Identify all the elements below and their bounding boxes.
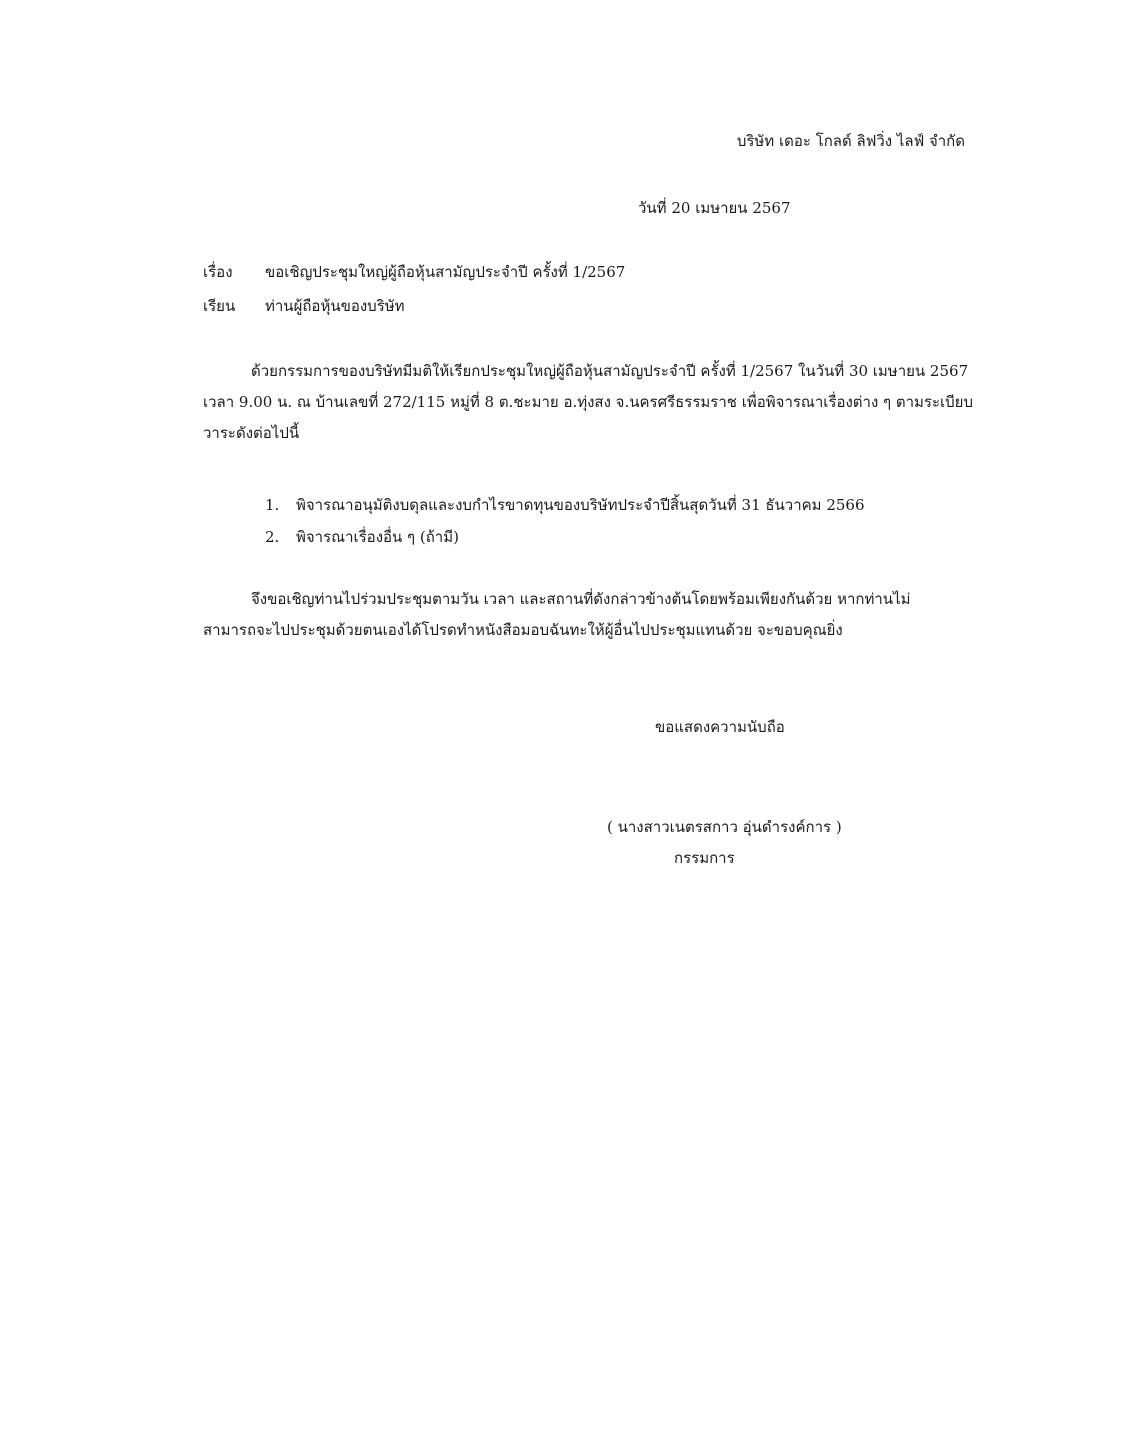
paragraph-line — [203, 356, 967, 387]
paragraph-line — [203, 387, 973, 418]
agenda-item — [265, 489, 865, 521]
line-text: สามารถจะไปประชุมด้วยตนเองได้โปรดทำหนังสือมอบฉันทะให้ผู้อื่นไปประชุมแทนด้วย จะขอบคุณยิ่ง — [203, 621, 843, 639]
line-text: จึงขอเชิญท่านไปร่วมประชุมตามวัน เวลา และสถานที่ดังกล่าวข้างต้นโดยพร้อมเพียงกันด้วย หากท่านไม่ — [251, 590, 911, 608]
paragraph-line — [203, 584, 967, 615]
closing-salutation: ขอแสดงความนับถือ — [655, 718, 785, 736]
company-name: บริษัท เดอะ โกลด์ ลิฟวิ่ง ไลฟ์ จำกัด — [736, 132, 965, 150]
body-paragraph-1 — [203, 356, 973, 449]
agenda-list — [265, 489, 865, 553]
line-text: ด้วยกรรมการของบริษัทมีมติให้เรียกประชุมใหญ่ผู้ถือหุ้นสามัญประจำปี ครั้งที่ 1/2567 ในวันที่ 30 เมษายน 2567 — [251, 362, 969, 380]
agenda-item — [265, 521, 865, 553]
paragraph-line — [203, 418, 967, 449]
line-text: วาระดังต่อไปนี้ — [203, 424, 300, 442]
agenda-number: 1. — [265, 496, 280, 514]
recipient-label: เรียน — [203, 297, 236, 315]
body-paragraph-2 — [203, 584, 967, 646]
subject-label: เรื่อง — [203, 263, 233, 281]
agenda-text: พิจารณาอนุมัติงบดุลและงบกำไรขาดทุนของบริษัทประจำปีสิ้นสุดวันที่ 31 ธันวาคม 2566 — [296, 496, 865, 514]
subject-value: ขอเชิญประชุมใหญ่ผู้ถือหุ้นสามัญประจำปี ครั้งที่ 1/2567 — [265, 263, 626, 281]
letter-date: วันที่ 20 เมษายน 2567 — [638, 199, 791, 217]
agenda-text: พิจารณาเรื่องอื่น ๆ (ถ้ามี) — [296, 528, 459, 546]
line-text: เวลา 9.00 น. ณ บ้านเลขที่ 272/115 หมู่ที่ 8 ต.ชะมาย อ.ทุ่งสง จ.นครศรีธรรมราช เพื่อพิจารณาเรื่องต่าง ๆ ตามระเบียบ — [203, 393, 973, 411]
paragraph-line — [203, 615, 967, 646]
signer-position: กรรมการ — [674, 849, 735, 867]
recipient-value: ท่านผู้ถือหุ้นของบริษัท — [265, 297, 405, 315]
signer-name: ( นางสาวเนตรสกาว อุ่นดำรงค์การ ) — [607, 818, 842, 836]
agenda-number: 2. — [265, 528, 280, 546]
